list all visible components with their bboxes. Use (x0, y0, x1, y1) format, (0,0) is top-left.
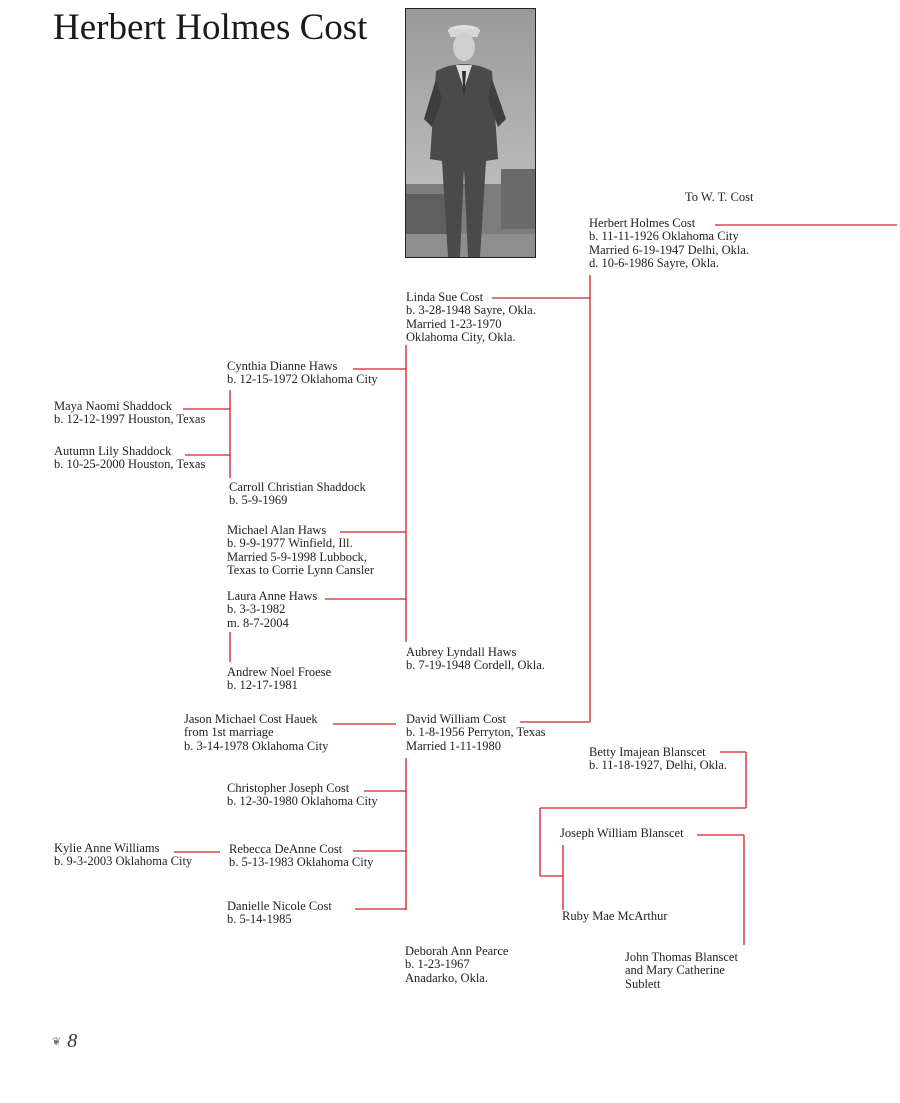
person-detail: b. 12-12-1997 Houston, Texas (54, 412, 206, 427)
person-to-wt-cost (685, 191, 753, 204)
person-name: Joseph William Blanscet (560, 826, 684, 840)
person-deborah-ann-pearce (405, 945, 508, 985)
person-joseph-william-blanscet (560, 827, 684, 840)
person-detail: and Mary Catherine (625, 963, 725, 978)
person-name: Ruby Mae McArthur (562, 909, 668, 923)
person-detail: b. 5-9-1969 (229, 493, 288, 508)
person-detail: from 1st marriage (184, 725, 274, 740)
person-name: Laura Anne Haws (227, 589, 318, 603)
person-rebecca-deanne-cost (229, 843, 373, 870)
person-detail: b. 5-14-1985 (227, 912, 292, 927)
person-name: Deborah Ann Pearce (405, 944, 509, 958)
person-name: Christopher Joseph Cost (227, 781, 350, 795)
person-jason-michael-cost-hauek (184, 713, 328, 753)
person-christopher-joseph-cost (227, 782, 378, 809)
person-linda-sue-cost (406, 291, 536, 345)
person-cynthia-dianne-haws (227, 360, 378, 387)
person-detail: d. 10-6-1986 Sayre, Okla. (589, 256, 719, 271)
person-name: Andrew Noel Froese (227, 665, 332, 679)
person-detail: b. 12-30-1980 Oklahoma City (227, 794, 378, 809)
person-john-thomas-blanscet (625, 951, 738, 991)
person-name: John Thomas Blanscet (625, 950, 738, 964)
person-name: David William Cost (406, 712, 506, 726)
person-detail: b. 3-28-1948 Sayre, Okla. (406, 303, 536, 318)
person-detail: m. 8-7-2004 (227, 615, 289, 630)
person-name: Danielle Nicole Cost (227, 899, 332, 913)
person-detail: b. 1-23-1967 (405, 957, 470, 972)
person-ruby-mae-mcarthur (562, 910, 668, 923)
person-detail: Married 1-11-1980 (406, 738, 501, 753)
person-name: Jason Michael Cost Hauek (184, 712, 318, 726)
person-name: Aubrey Lyndall Haws (406, 645, 517, 659)
person-detail: Married 1-23-1970 (406, 316, 502, 331)
person-andrew-noel-froese (227, 666, 331, 693)
person-herbert-holmes-cost (589, 217, 749, 271)
person-detail: Married 6-19-1947 Delhi, Okla. (589, 242, 750, 257)
person-detail: b. 11-11-1926 Oklahoma City (589, 229, 739, 244)
person-detail: b. 10-25-2000 Houston, Texas (54, 457, 206, 472)
person-detail: b. 12-15-1972 Oklahoma City (227, 372, 378, 387)
person-detail: Anadarko, Okla. (405, 970, 488, 985)
person-aubrey-lyndall-haws (406, 646, 545, 673)
page-number: 8 (67, 1030, 78, 1052)
person-name: Autumn Lily Shaddock (54, 444, 172, 458)
person-carroll-christian-shaddock (229, 481, 366, 508)
person-detail: b. 12-17-1981 (227, 678, 298, 693)
person-name: Betty Imajean Blanscet (589, 745, 706, 759)
person-detail: b. 5-13-1983 Oklahoma City (229, 855, 374, 870)
fleuron-icon: ❦ (52, 1035, 62, 1048)
person-name: To W. T. Cost (685, 190, 754, 204)
person-name: Maya Naomi Shaddock (54, 399, 173, 413)
person-betty-imajean-blanscet (589, 746, 727, 773)
person-michael-alan-haws (227, 524, 374, 578)
person-detail: Married 5-9-1998 Lubbock, (227, 549, 367, 564)
person-detail: b. 1-8-1956 Perryton, Texas (406, 725, 546, 740)
person-detail: Texas to Corrie Lynn Cansler (227, 563, 375, 578)
person-danielle-nicole-cost (227, 900, 332, 927)
person-detail: b. 9-3-2003 Oklahoma City (54, 854, 193, 869)
person-detail: b. 7-19-1948 Cordell, Okla. (406, 658, 545, 673)
person-detail: Sublett (625, 976, 661, 991)
person-detail: Oklahoma City, Okla. (406, 330, 516, 345)
person-name: Michael Alan Haws (227, 523, 327, 537)
person-name: Linda Sue Cost (406, 290, 484, 304)
person-detail: b. 3-3-1982 (227, 602, 286, 617)
person-name: Cynthia Dianne Haws (227, 359, 338, 373)
person-kylie-anne-williams (54, 842, 192, 869)
person-name: Kylie Anne Williams (54, 841, 160, 855)
person-detail: b. 3-14-1978 Oklahoma City (184, 738, 329, 753)
person-maya-naomi-shaddock (54, 400, 205, 427)
person-name: Carroll Christian Shaddock (229, 480, 366, 494)
person-autumn-lily-shaddock (54, 445, 205, 472)
person-laura-anne-haws (227, 590, 317, 630)
person-detail: b. 11-18-1927, Delhi, Okla. (589, 758, 728, 773)
person-name: Herbert Holmes Cost (589, 216, 696, 230)
person-name: Rebecca DeAnne Cost (229, 842, 343, 856)
page-title: Herbert Holmes Cost (53, 7, 368, 48)
person-david-william-cost (406, 713, 546, 753)
page-folio (52, 1030, 77, 1053)
person-detail: b. 9-9-1977 Winfield, Ill. (227, 536, 353, 551)
